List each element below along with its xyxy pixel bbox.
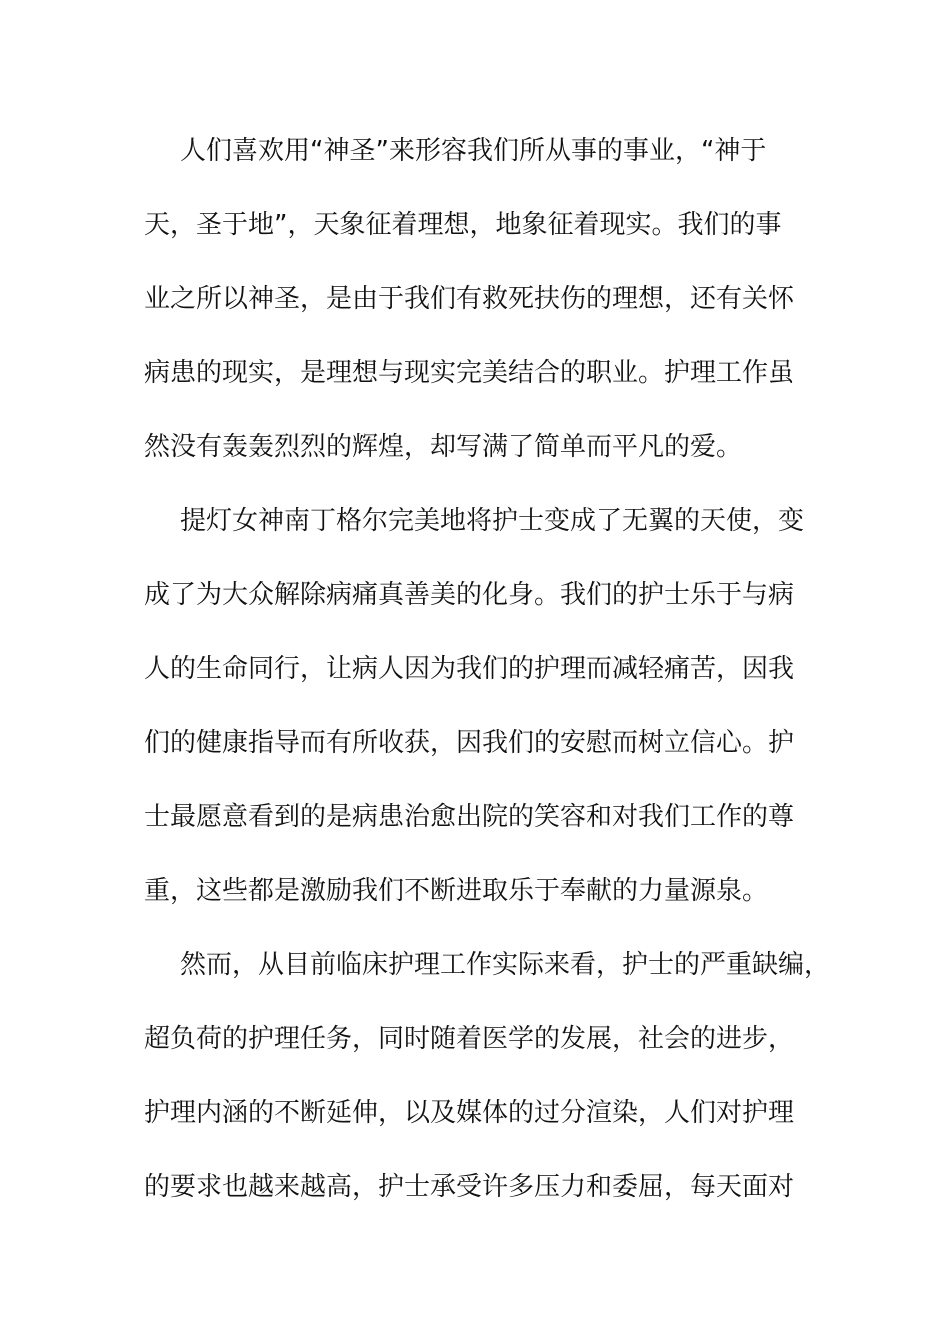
paragraph-1-line-1: 人们喜欢用“神圣”来形容我们所从事的事业，“神于 <box>180 136 767 166</box>
paragraph-3-line-2: 超负荷的护理任务，同时随着医学的发展，社会的进步， <box>144 1024 795 1054</box>
paragraph-1-line-5: 然没有轰轰烈烈的辉煌，却写满了简单而平凡的爱。 <box>144 432 743 462</box>
paragraph-3-line-1: 然而，从目前临床护理工作实际来看，护士的严重缺编， <box>180 950 831 980</box>
paragraph-2-line-4: 们的健康指导而有所收获，因我们的安慰而树立信心。护 <box>144 728 795 758</box>
paragraph-2-line-2: 成了为大众解除病痛真善美的化身。我们的护士乐于与病 <box>144 580 795 610</box>
paragraph-2-line-6: 重，这些都是激励我们不断进取乐于奉献的力量源泉。 <box>144 876 769 906</box>
document-body <box>144 128 831 1238</box>
paragraph-2-line-3: 人的生命同行，让病人因为我们的护理而减轻痛苦，因我 <box>144 654 795 684</box>
paragraph-3-line-4: 的要求也越来越高，护士承受许多压力和委屈，每天面对 <box>144 1172 795 1202</box>
paragraph-1-line-2: 天，圣于地”，天象征着理想，地象征着现实。我们的事 <box>144 210 782 240</box>
paragraph-1-line-4: 病患的现实，是理想与现实完美结合的职业。护理工作虽 <box>144 358 795 388</box>
paragraph-3-line-3: 护理内涵的不断延伸，以及媒体的过分渲染，人们对护理 <box>144 1098 795 1128</box>
paragraph-1-line-3: 业之所以神圣，是由于我们有救死扶伤的理想，还有关怀 <box>144 284 795 314</box>
paragraph-2-line-1: 提灯女神南丁格尔完美地将护士变成了无翼的天使，变 <box>180 506 805 536</box>
paragraph-2-line-5: 士最愿意看到的是病患治愈出院的笑容和对我们工作的尊 <box>144 802 795 832</box>
